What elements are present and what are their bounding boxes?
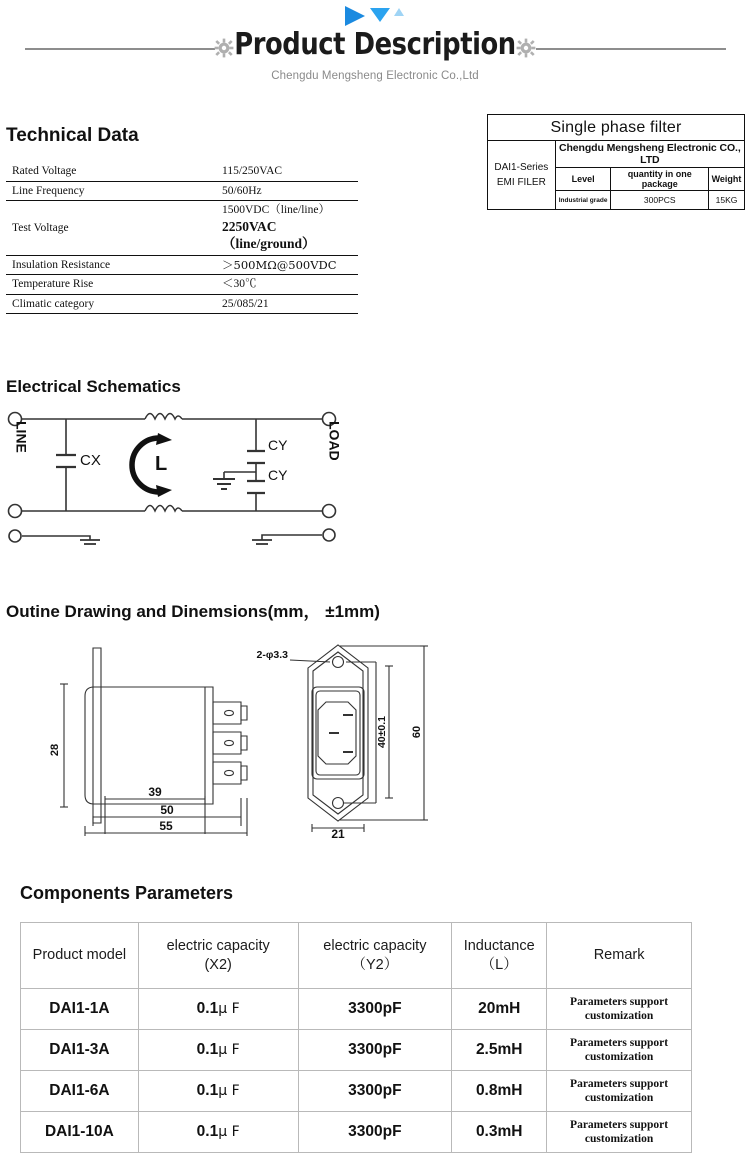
test-voltage-line-ground: 2250VAC（line/ground）: [222, 219, 316, 252]
spf-val-quantity: 300PCS: [611, 191, 709, 210]
outline-dimension-drawing: [0, 640, 470, 845]
svg-text:50: 50: [160, 803, 174, 817]
cell-product-model: DAI1-3A: [21, 1030, 139, 1071]
spf-series-line1: DAI1-Series: [494, 161, 549, 173]
schematic-label-cx: CX: [80, 452, 101, 469]
tech-label: Rated Voltage: [6, 162, 216, 181]
spf-col-weight: Weight: [709, 168, 745, 191]
tech-label: Insulation Resistance: [6, 256, 216, 275]
schematic-label-load: LOAD: [326, 421, 343, 461]
single-phase-filter-table: [487, 114, 745, 210]
tech-value: ＜30℃: [216, 275, 358, 294]
cell-product-model: DAI1-10A: [21, 1112, 139, 1153]
section-heading-technical-data: Technical Data: [6, 125, 139, 146]
svg-text:40±0.1: 40±0.1: [376, 715, 388, 749]
test-voltage-line-line: 1500VDC（line/line）: [222, 203, 330, 216]
components-parameters-table: [20, 922, 692, 1153]
svg-text:21: 21: [331, 827, 345, 840]
tech-value-test-voltage: [216, 200, 358, 255]
section-heading-outline-drawing: Outine Drawing and Dinemsions(mm， ±1mm): [6, 602, 380, 621]
cell-product-model: DAI1-1A: [21, 989, 139, 1030]
svg-text:55: 55: [159, 819, 173, 833]
col-remark: Remark: [547, 923, 692, 989]
tech-value: 115/250VAC: [216, 162, 358, 181]
cell-capacity-x2: 0.1μ F: [138, 1112, 298, 1153]
table-row: [6, 162, 358, 181]
col-electric-capacity-x2: electric capacity (X2): [138, 923, 298, 989]
cell-inductance: 0.8mH: [452, 1071, 547, 1112]
table-row: [6, 200, 358, 255]
cell-inductance: 0.3mH: [452, 1112, 547, 1153]
technical-data-table: [6, 162, 358, 314]
cell-remark: Parameters support customization: [547, 989, 692, 1030]
section-heading-components-parameters: Components Parameters: [20, 883, 234, 903]
company-triangle-logo: [0, 2, 750, 28]
col-product-model: Product model: [21, 923, 139, 989]
spf-series: [488, 141, 556, 210]
svg-text:2-φ3.3: 2-φ3.3: [256, 649, 288, 661]
tech-label: Line Frequency: [6, 181, 216, 200]
spf-col-level: Level: [555, 168, 611, 191]
tech-label: Temperature Rise: [6, 275, 216, 294]
spf-title: Single phase filter: [488, 115, 745, 141]
table-row: [21, 1112, 692, 1153]
tech-value: ＞500MΩ@500VDC: [216, 256, 358, 275]
col-electric-capacity-y2: electric capacity （Y2）: [298, 923, 452, 989]
cell-capacity-x2: 0.1μ F: [138, 1030, 298, 1071]
cell-capacity-y2: 3300pF: [298, 1030, 452, 1071]
cell-inductance: 20mH: [452, 989, 547, 1030]
tech-label: Test Voltage: [6, 200, 216, 255]
company-subtitle: Chengdu Mengsheng Electronic Co.,Ltd: [271, 70, 479, 82]
spf-series-line2: EMI FILER: [496, 177, 546, 188]
cell-capacity-y2: 3300pF: [298, 1112, 452, 1153]
cell-remark: Parameters support customization: [547, 1030, 692, 1071]
cell-capacity-x2: 0.1μ F: [138, 1071, 298, 1112]
table-row: [488, 115, 745, 141]
page-title: Product Description: [234, 27, 516, 62]
electrical-schematic-diagram: [0, 405, 370, 550]
schematic-label-inductor: L: [155, 453, 168, 475]
table-row: [488, 141, 745, 168]
cell-remark: Parameters support customization: [547, 1071, 692, 1112]
table-row: [21, 1030, 692, 1071]
table-row: [6, 294, 358, 313]
cell-capacity-y2: 3300pF: [298, 1071, 452, 1112]
cell-product-model: DAI1-6A: [21, 1071, 139, 1112]
svg-text:28: 28: [49, 743, 61, 757]
table-row: [6, 275, 358, 294]
col-inductance: Inductance （L）: [452, 923, 547, 989]
spf-col-quantity: quantity in one package: [611, 168, 709, 191]
section-heading-electrical-schematics: Electrical Schematics: [6, 377, 181, 396]
schematic-label-line: LINE: [13, 421, 30, 453]
table-header-row: [21, 923, 692, 989]
schematic-label-cy-top: CY: [268, 437, 288, 453]
spf-company: Chengdu Mengsheng Electronic CO., LTD: [555, 141, 744, 168]
cell-capacity-x2: 0.1μ F: [138, 989, 298, 1030]
table-row: [21, 989, 692, 1030]
spf-val-weight: 15KG: [709, 191, 745, 210]
spf-val-level: Industrial grade: [555, 191, 611, 210]
table-row: [6, 256, 358, 275]
table-row: [6, 181, 358, 200]
cell-inductance: 2.5mH: [452, 1030, 547, 1071]
tech-value: 50/60Hz: [216, 181, 358, 200]
cell-capacity-y2: 3300pF: [298, 989, 452, 1030]
svg-text:60: 60: [411, 725, 423, 739]
cell-remark: Parameters support customization: [547, 1112, 692, 1153]
svg-text:39: 39: [148, 785, 162, 799]
schematic-label-cy-bottom: CY: [268, 467, 288, 483]
tech-label: Climatic category: [6, 294, 216, 313]
tech-value: 25/085/21: [216, 294, 358, 313]
table-row: [21, 1071, 692, 1112]
